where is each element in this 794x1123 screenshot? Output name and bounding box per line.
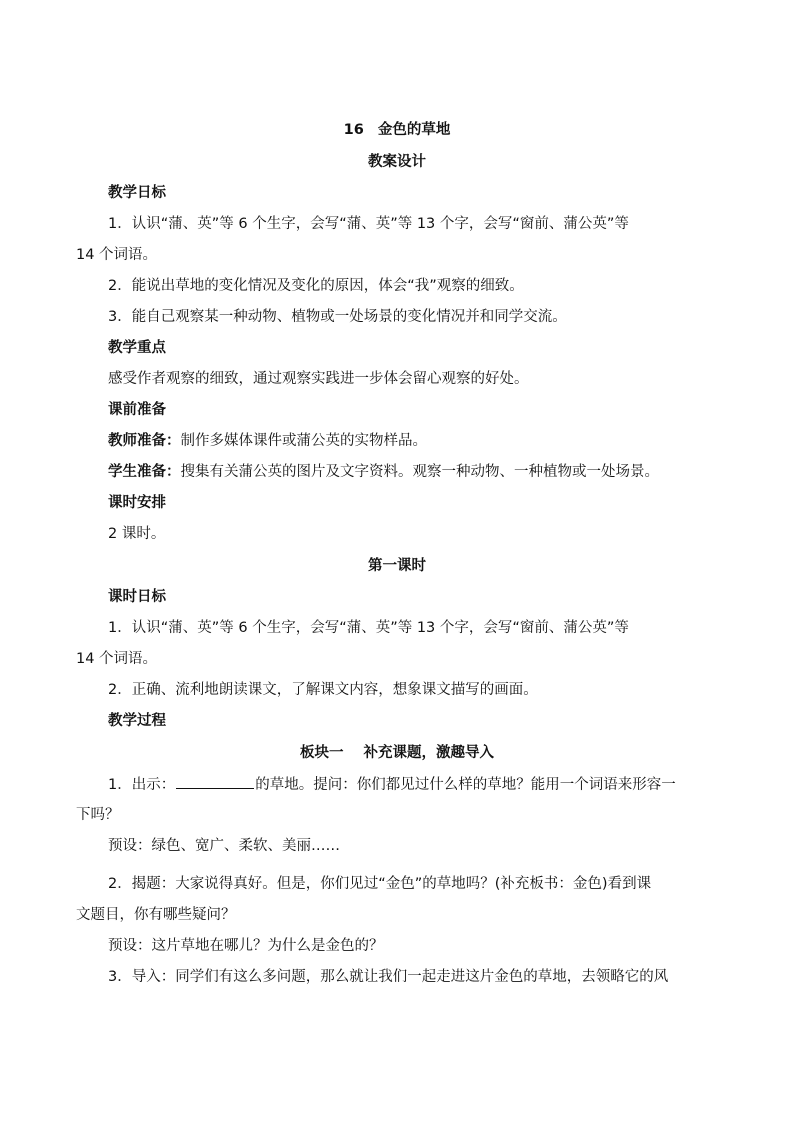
block-1-title: 补充课题，激趣导入: [363, 745, 494, 761]
step-2-line-2: 文题目，你有哪些疑问？: [76, 907, 236, 923]
lesson-title-text: 金色的草地: [377, 122, 451, 138]
teaching-focus-text: 感受作者观察的细致，通过观察实践进一步体会留心观察的好处。: [108, 371, 529, 387]
teaching-goals-heading: 教学日标: [108, 185, 166, 201]
goal-1-line-1: 1．认识“蒲、英”等 6 个生字，会写“蒲、英”等 13 个字，会写“窗前、蒲公英”等: [108, 216, 629, 232]
lesson-1-goal-2: 2．正确、流利地朗读课文，了解课文内容，想象课文描写的画面。: [108, 682, 538, 698]
block-1-heading: [0, 743, 794, 763]
student-preparation-label: 学生准备：: [108, 464, 181, 480]
preparation-heading: 课前准备: [108, 402, 166, 418]
student-preparation-text: 搜集有关蒲公英的图片及文字资料。观察一种动物、一种植物或一处场景。: [180, 464, 659, 480]
lesson-number: 16: [343, 122, 364, 138]
step-1-number: 1．: [108, 777, 132, 793]
lesson-title: [0, 120, 794, 140]
schedule-text: 2 课时。: [108, 526, 166, 542]
teacher-preparation: [108, 431, 718, 451]
step-2-label: 揭题：: [131, 876, 176, 892]
step-2-number: 2．: [108, 876, 132, 892]
step-3-label: 导入：: [131, 969, 176, 985]
step-1-line-1: [108, 774, 718, 795]
step-1-suffix: 的草地。提问：你们都见过什么样的草地？能用一个词语来形容一: [255, 777, 676, 793]
fill-in-blank: [176, 774, 254, 789]
teaching-focus-heading: 教学重点: [108, 340, 166, 356]
preset-1: 预设：绿色、宽广、柔软、美丽……: [108, 838, 340, 854]
step-2-text: 大家说得真好。但是，你们见过“金色”的草地吗？(补充板书：金色)看到课: [175, 876, 652, 892]
step-3-number: 3．: [108, 969, 132, 985]
step-3-line-1: [108, 967, 718, 987]
document-subtitle: 教案设计: [368, 154, 426, 170]
goal-1-line-2: 14 个词语。: [76, 247, 158, 263]
lesson-1-goals-heading: 课时日标: [108, 589, 166, 605]
lesson-1-heading: 第一课时: [368, 558, 426, 574]
step-2-line-1: [108, 874, 718, 894]
teacher-preparation-label: 教师准备：: [108, 433, 181, 449]
goal-2: 2．能说出草地的变化情况及变化的原因，体会“我”观察的细致。: [108, 278, 524, 294]
teaching-process-heading: 教学过程: [108, 713, 166, 729]
teacher-preparation-text: 制作多媒体课件或蒲公英的实物样品。: [180, 433, 427, 449]
lesson-1-goal-1-line-1: 1．认识“蒲、英”等 6 个生字，会写“蒲、英”等 13 个字，会写“窗前、蒲公英”等: [108, 620, 629, 636]
step-1-line-2: 下吗？: [76, 807, 120, 823]
goal-3: 3．能自己观察某一种动物、植物或一处场景的变化情况并和同学交流。: [108, 309, 567, 325]
lesson-1-goal-1-line-2: 14 个词语。: [76, 651, 158, 667]
block-1-label: 板块一: [300, 745, 344, 761]
preset-2: 预设：这片草地在哪儿？为什么是金色的？: [108, 938, 384, 954]
schedule-heading: 课时安排: [108, 495, 166, 511]
step-3-text: 同学们有这么多问题，那么就让我们一起走进这片金色的草地，去领略它的风: [175, 969, 669, 985]
student-preparation: [108, 462, 718, 482]
step-1-prefix: 出示：: [131, 777, 176, 793]
